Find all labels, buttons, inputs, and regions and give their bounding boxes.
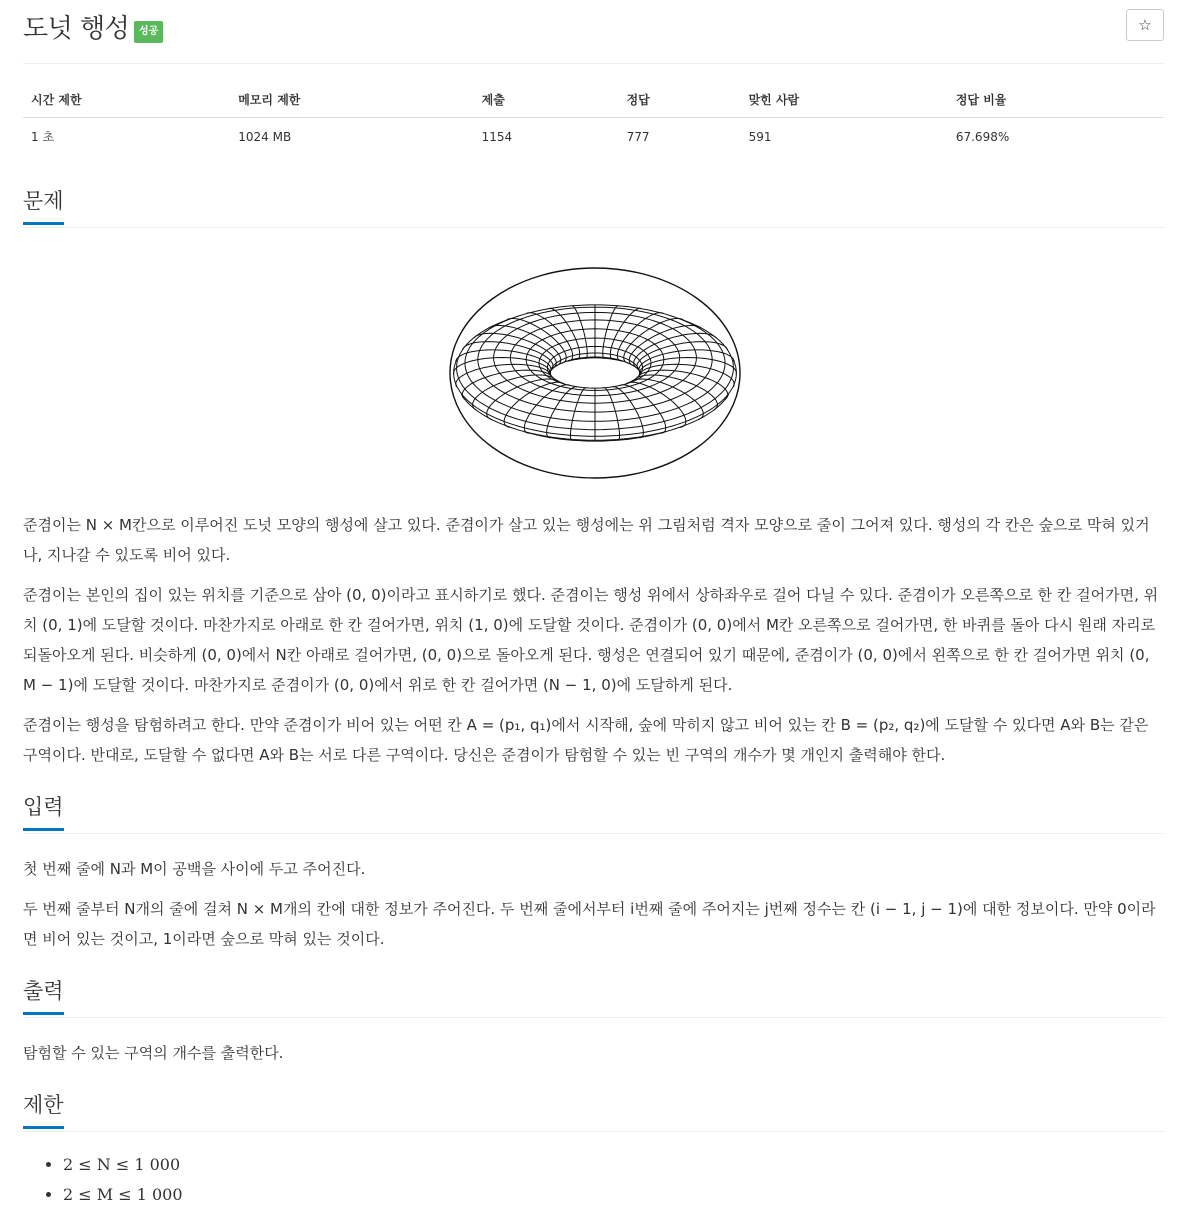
section-input xyxy=(23,793,1164,834)
stat-header-submissions: 제출 xyxy=(474,81,619,118)
stat-header-solvers: 맞힌 사람 xyxy=(741,81,948,118)
output-paragraph: 탐험할 수 있는 구역의 개수를 출력한다. xyxy=(23,1044,284,1062)
stat-header-time: 시간 제한 xyxy=(23,81,230,118)
limits-list xyxy=(23,1150,183,1210)
section-problem xyxy=(23,187,1164,228)
section-limits-title: 제한 xyxy=(23,1091,64,1129)
section-input-title: 입력 xyxy=(23,793,64,831)
section-output-title: 출력 xyxy=(23,977,64,1015)
section-limits xyxy=(23,1091,1164,1132)
torus-illustration xyxy=(448,265,742,481)
stats-header-row xyxy=(23,81,1164,118)
stat-header-accepted: 정답 xyxy=(619,81,741,118)
description-paragraph-2: 준겸이는 본인의 집이 있는 위치를 기준으로 삼아 (0, 0)이라고 표시하기로 했다. 준겸이는 행성 위에서 상하좌우로 걸어 다닐 수 있다. 준겸이가 오른쪽으로 한 칸 걸어가면, 위치 (0, 1)에 도달할 것이다. 마찬가지로 아래로 한 칸 걸어가면, 위치 (1, 0)에 도달할 것이다. 준겸이가 (0, 0)에서 M칸 오른쪽으로 걸어가면, 한 바퀴를 돌아 다시 원래 자리로 되돌아오게 된다. 비슷하게 (0, 0)에서 N칸 아래로 걸어가면, (0, 0)으로 돌아오게 된다. 행성은 연결되어 있기 때문에, 준겸이가 (0, 0)에서 왼쪽으로 한 칸 걸어가면 위치 (0, M − 1)에 도달할 것이다. 마찬가지로 준겸이가 (0, 0)에서 위로 한 칸 걸어가면 (N − 1, 0)에 도달하게 된다. xyxy=(23,586,1159,694)
problem-page xyxy=(23,0,1164,1204)
limit-item-n: • 2 ≤ N ≤ 1 000 xyxy=(63,1150,183,1180)
description-paragraph-1: 준겸이는 N × M칸으로 이루어진 도넛 모양의 행성에 살고 있다. 준겸이가 살고 있는 행성에는 위 그림처럼 격자 모양으로 줄이 그어져 있다. 행성의 각 칸은 숲으로 막혀 있거나, 지나갈 수 있도록 비어 있다. xyxy=(23,516,1150,564)
description-paragraph-3: 준겸이는 행성을 탐험하려고 한다. 만약 준겸이가 비어 있는 어떤 칸 A = (p₁, q₁)에서 시작해, 숲에 막히지 않고 비어 있는 칸 B = (p₂, q₂)에 도달할 수 있다면 A와 B는 같은 구역이다. 반대로, 도달할 수 없다면 A와 B는 서로 다른 구역이다. 당신은 준겸이가 탐험할 수 있는 빈 구역의 개수가 몇 개인지 출력해야 한다. xyxy=(23,716,1149,764)
stat-accepted: 777 xyxy=(626,129,650,144)
stat-solvers: 591 xyxy=(748,129,772,144)
stat-memory-limit: 1024 MB xyxy=(238,129,292,144)
stat-ratio: 67.698% xyxy=(955,129,1010,144)
stats-value-row xyxy=(23,118,1164,156)
problem-header xyxy=(23,0,1164,64)
stat-header-ratio: 정답 비율 xyxy=(948,81,1164,118)
section-problem-title: 문제 xyxy=(23,187,64,225)
stat-header-memory: 메모리 제한 xyxy=(230,81,473,118)
stat-time-limit: 1 초 xyxy=(31,130,55,144)
star-icon: ☆ xyxy=(1138,16,1152,34)
input-paragraph-1: 첫 번째 줄에 N과 M이 공백을 사이에 두고 주어진다. xyxy=(23,860,366,878)
problem-title: 도넛 행성 xyxy=(23,14,130,44)
status-badge: 성공 xyxy=(134,21,163,43)
input-paragraph-2: 두 번째 줄부터 N개의 줄에 걸쳐 N × M개의 칸에 대한 정보가 주어진다. 두 번째 줄에서부터 i번째 줄에 주어지는 j번째 정수는 칸 (i − 1, j − 1)에 대한 정보이다. 만약 0이라면 비어 있는 것이고, 1이라면 숲으로 막혀 있는 것이다. xyxy=(23,900,1156,948)
problem-stats-table xyxy=(23,81,1164,155)
section-output xyxy=(23,977,1164,1018)
limit-item-m: • 2 ≤ M ≤ 1 000 xyxy=(63,1180,183,1210)
stat-submissions: 1154 xyxy=(481,129,513,144)
favorite-button[interactable] xyxy=(1126,9,1164,41)
